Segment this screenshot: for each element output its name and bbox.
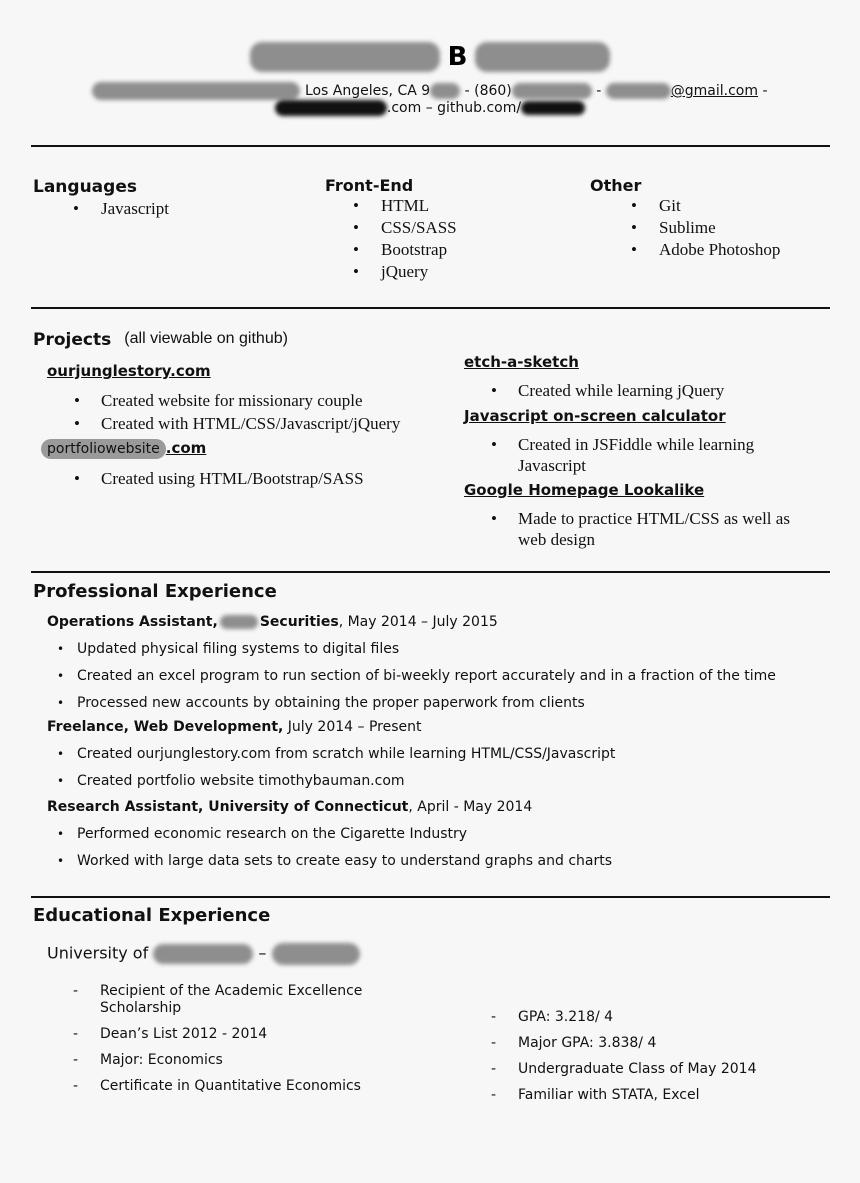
education-left-list [73,983,393,1104]
experience-list [47,614,837,878]
job-title [47,719,837,735]
job-role: Research Assistant, University of Connecticut [47,799,409,815]
job-dates: , April - May 2014 [408,799,533,815]
redacted-github-user [521,101,585,115]
redacted-location [272,943,360,965]
redacted-school [153,944,253,964]
resume-name [0,42,860,76]
contact-line-1 [0,82,860,100]
list-item: - Recipient of the Academic Excellence Scholarship [73,983,393,1017]
project-bullets [491,434,791,476]
contact-line-2 [0,100,860,116]
list-item: • Made to practice HTML/CSS as well as web design [491,508,821,550]
project-title-google-lookalike[interactable]: Google Homepage Lookalike [464,481,705,499]
list-item: - Major GPA: 3.838/ 4 [491,1035,821,1052]
list-item: • jQuery [353,261,457,283]
redacted-phone [512,83,592,99]
list-item: • Created an excel program to run section of bi-weekly report accurately and in a fraction of the time [57,666,837,693]
redacted-first-name [250,42,440,72]
list-item: - Familiar with STATA, Excel [491,1087,821,1104]
list-item: - Major: Economics [73,1052,393,1069]
email-link[interactable]: @gmail.com [670,83,758,99]
list-item: • Created while learning jQuery [491,380,844,401]
projects-left-column [47,362,427,491]
projects-right-column [464,353,844,552]
job-bullets [57,744,837,798]
school-prefix: University of [47,943,149,963]
redacted-last-name [475,42,610,72]
skills-languages [33,177,169,220]
github-link[interactable]: – github.com/ [425,100,522,116]
job-role: Operations Assistant, [47,614,218,630]
project-title-calculator[interactable]: Javascript on-screen calculator [464,407,726,425]
project-bullets [491,508,821,550]
separator: - [596,83,602,99]
phone-prefix: - (860) [464,83,512,99]
school-name [47,943,360,965]
section-heading: Educational Experience [33,905,271,926]
list-item: • Bootstrap [353,239,457,261]
education-right-list [491,1009,821,1113]
divider [31,571,830,573]
city-state: Los Angeles, CA 9 [304,83,431,99]
list-item: • Worked with large data sets to create easy to understand graphs and charts [57,851,837,878]
section-heading: Front-End [325,176,414,195]
list-item: • Processed new accounts by obtaining the proper paperwork from clients [57,693,837,720]
job-bullets [57,639,837,720]
list-item: - Undergraduate Class of May 2014 [491,1061,821,1078]
section-heading: Other [590,176,642,195]
projects-subtitle: (all viewable on github) [124,330,288,347]
job-org: Securities [259,614,339,630]
list-item: - GPA: 3.218/ 4 [491,1009,821,1026]
list-item: • Sublime [631,217,780,239]
portfolio-suffix: .com [165,439,207,457]
project-title-portfolio[interactable] [41,438,427,459]
job-dates: July 2014 – Present [283,719,422,735]
list-item: • Created using HTML/Bootstrap/SASS [74,468,427,489]
redacted-website [275,100,387,116]
project-bullets [74,390,427,434]
list-item: • Updated physical filing systems to digital files [57,639,837,666]
divider [31,145,830,147]
other-list [631,195,780,261]
list-item: • Created portfolio website timothybauman.com [57,771,837,798]
list-item: • Git [631,195,780,217]
divider [31,307,830,309]
section-heading: Languages [33,177,137,197]
project-title-ourjunglestory[interactable]: ourjunglestory.com [47,362,211,380]
list-item: • Adobe Photoshop [631,239,780,261]
separator: - [762,83,768,99]
job-bullets [57,824,837,878]
dash: – [258,943,267,963]
list-item: • HTML [353,195,457,217]
project-bullets [491,380,844,401]
skills-frontend [325,176,457,283]
section-heading: Professional Experience [33,581,277,602]
list-item: • Created website for missionary couple [74,390,427,411]
frontend-list [353,195,457,283]
job-role: Freelance, Web Development, [47,719,284,735]
redacted-company [220,615,258,629]
redacted-address [92,82,300,100]
skills-other [590,176,780,261]
portfolio-highlight: portfoliowebsite [41,439,166,459]
list-item: • Created ourjunglestory.com from scratch while learning HTML/CSS/Javascript [57,744,837,771]
website-suffix[interactable]: .com [386,100,422,116]
name-initial: B [447,42,468,72]
projects-heading [33,330,288,350]
list-item: - Certificate in Quantitative Economics [73,1078,393,1095]
divider [31,896,830,898]
project-title-etch-a-sketch[interactable]: etch-a-sketch [464,353,579,371]
languages-list [73,198,169,220]
job-dates: , May 2014 – July 2015 [338,614,498,630]
list-item: • Created in JSFiddle while learning Javascript [491,434,791,476]
list-item: - Dean’s List 2012 - 2014 [73,1026,393,1043]
job-title [47,614,837,630]
job-title [47,799,837,815]
list-item: • Javascript [73,198,169,220]
redacted-zip [430,83,460,99]
list-item: • CSS/SASS [353,217,457,239]
redacted-email-user [606,83,671,99]
project-bullets [74,468,427,489]
list-item: • Created with HTML/CSS/Javascript/jQuery [74,413,427,434]
section-heading: Projects [33,330,112,350]
list-item: • Performed economic research on the Cigarette Industry [57,824,837,851]
